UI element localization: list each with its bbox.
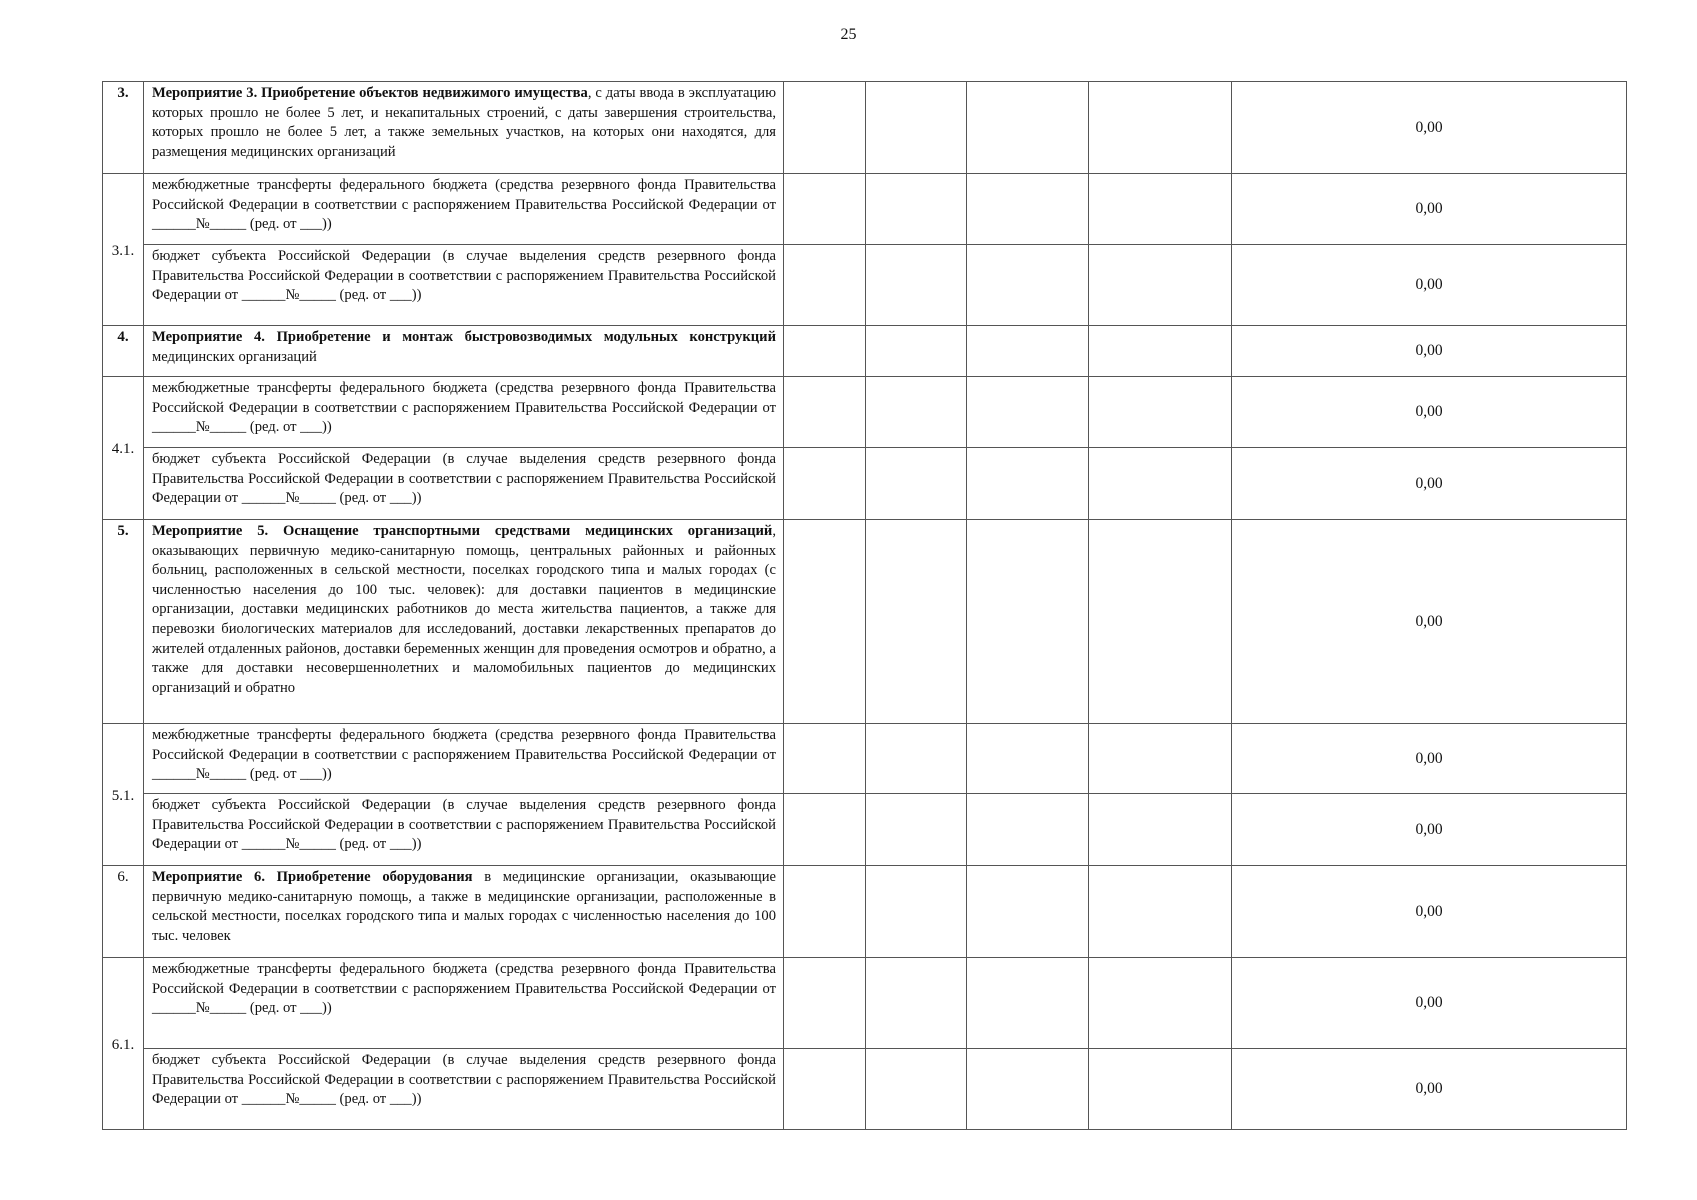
amount-cell: 0,00 xyxy=(1232,866,1627,958)
federal-transfer-description: межбюджетные трансферты федерального бюджета (средства резервного фонда Правительства Российской Федерации в соответствии с распоряжением Правительства Российской Федерации от ______№_____ (ред. от ___)) xyxy=(144,174,784,245)
amount-cell: 0,00 xyxy=(1232,377,1627,448)
row-number: 6.1. xyxy=(103,958,144,1130)
amount-cell: 0,00 xyxy=(1232,794,1627,866)
row-number: 3.1. xyxy=(103,174,144,326)
row-number: 4.1. xyxy=(103,377,144,520)
table-row xyxy=(103,520,1627,724)
financing-table xyxy=(102,81,1627,1130)
federal-transfer-description: межбюджетные трансферты федерального бюджета (средства резервного фонда Правительства Российской Федерации в соответствии с распоряжением Правительства Российской Федерации от ______№_____ (ред. от ___)) xyxy=(144,958,784,1049)
amount-cell: 0,00 xyxy=(1232,724,1627,794)
amount-cell: 0,00 xyxy=(1232,448,1627,520)
activity-description: Мероприятие 5. Оснащение транспортными средствами медицинских организаций, оказывающих первичную медико-санитарную помощь, центральных районных и районных больниц, расположенных в сельской местности, поселках городского типа и малых городах (с численностью населения до 100 тыс. человек): для доставки пациентов в медицинские организации, доставки медицинских работников до места жительства пациентов, а также для перевозки биологических материалов для исследований, доставки лекарственных препаратов до жителей отдаленных районов, доставки беременных женщин для проведения осмотров и обратно, а также для доставки несовершеннолетних и маломобильных пациентов до медицинских организаций и обратно xyxy=(144,520,784,724)
row-number: 3. xyxy=(103,82,144,174)
page-number: 25 xyxy=(840,26,857,43)
table-row xyxy=(103,326,1627,377)
regional-budget-description: бюджет субъекта Российской Федерации (в случае выделения средств резервного фонда Правительства Российской Федерации в соответствии с распоряжением Правительства Российской Федерации от ______№_____ (ред. от ___)) xyxy=(144,1049,784,1130)
federal-transfer-description: межбюджетные трансферты федерального бюджета (средства резервного фонда Правительства Российской Федерации в соответствии с распоряжением Правительства Российской Федерации от ______№_____ (ред. от ___)) xyxy=(144,724,784,794)
amount-cell: 0,00 xyxy=(1232,326,1627,377)
row-number: 5. xyxy=(103,520,144,724)
table-row xyxy=(103,448,1627,520)
amount-cell: 0,00 xyxy=(1232,82,1627,174)
table-row xyxy=(103,174,1627,245)
table-row xyxy=(103,245,1627,326)
amount-cell: 0,00 xyxy=(1232,1049,1627,1130)
amount-cell: 0,00 xyxy=(1232,174,1627,245)
row-number: 5.1. xyxy=(103,724,144,866)
amount-cell: 0,00 xyxy=(1232,520,1627,724)
row-number: 4. xyxy=(103,326,144,377)
table-row xyxy=(103,794,1627,866)
federal-transfer-description: межбюджетные трансферты федерального бюджета (средства резервного фонда Правительства Российской Федерации в соответствии с распоряжением Правительства Российской Федерации от ______№_____ (ред. от ___)) xyxy=(144,377,784,448)
amount-cell: 0,00 xyxy=(1232,958,1627,1049)
table-row xyxy=(103,866,1627,958)
row-number: 6. xyxy=(103,866,144,958)
regional-budget-description: бюджет субъекта Российской Федерации (в случае выделения средств резервного фонда Правительства Российской Федерации в соответствии с распоряжением Правительства Российской Федерации от ______№_____ (ред. от ___)) xyxy=(144,245,784,326)
table-row xyxy=(103,377,1627,448)
table-row xyxy=(103,82,1627,174)
table-row xyxy=(103,958,1627,1049)
activity-description: Мероприятие 6. Приобретение оборудования в медицинские организации, оказывающие первичную медико-санитарную помощь, а также в медицинские организации, расположенные в сельской местности, поселках городского типа и малых городах с численностью населения до 100 тыс. человек xyxy=(144,866,784,958)
regional-budget-description: бюджет субъекта Российской Федерации (в случае выделения средств резервного фонда Правительства Российской Федерации в соответствии с распоряжением Правительства Российской Федерации от ______№_____ (ред. от ___)) xyxy=(144,448,784,520)
activity-description: Мероприятие 3. Приобретение объектов недвижимого имущества, с даты ввода в эксплуатацию которых прошло не более 5 лет, и некапитальных строений, с даты завершения строительства, которых прошло не более 5 лет, а также земельных участков, на которых они находятся, для размещения медицинских организаций xyxy=(144,82,784,174)
regional-budget-description: бюджет субъекта Российской Федерации (в случае выделения средств резервного фонда Правительства Российской Федерации в соответствии с распоряжением Правительства Российской Федерации от ______№_____ (ред. от ___)) xyxy=(144,794,784,866)
table-row xyxy=(103,724,1627,794)
activity-description: Мероприятие 4. Приобретение и монтаж быстровозводимых модульных конструкций медицинских организаций xyxy=(144,326,784,377)
table-row xyxy=(103,1049,1627,1130)
amount-cell: 0,00 xyxy=(1232,245,1627,326)
